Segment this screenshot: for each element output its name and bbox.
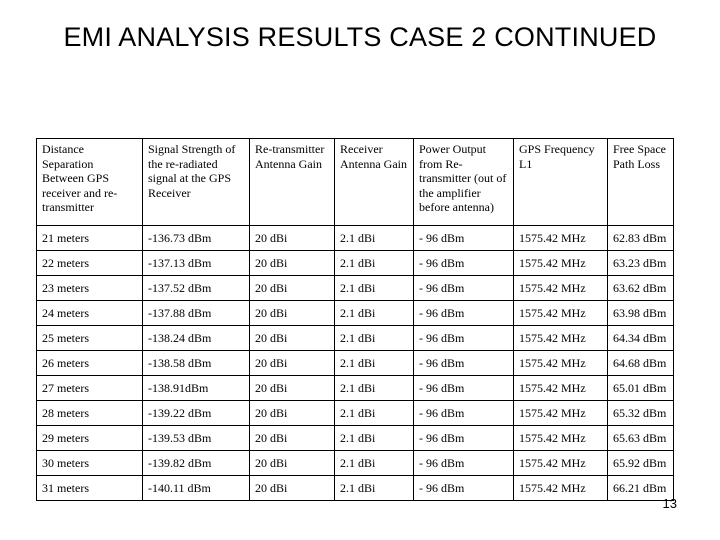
cell-power-output: - 96 dBm (414, 426, 514, 451)
table-row (37, 426, 674, 451)
cell-distance: 26 meters (37, 351, 143, 376)
cell-retransmitter-gain: 20 dBi (250, 426, 335, 451)
cell-receiver-gain: 2.1 dBi (335, 351, 414, 376)
cell-power-output: - 96 dBm (414, 276, 514, 301)
cell-gps-frequency: 1575.42 MHz (514, 351, 608, 376)
cell-receiver-gain: 2.1 dBi (335, 451, 414, 476)
header-retransmitter-antenna-gain: Re-transmitter Antenna Gain (250, 139, 335, 226)
cell-distance: 23 meters (37, 276, 143, 301)
cell-receiver-gain: 2.1 dBi (335, 326, 414, 351)
cell-path-loss: 63.62 dBm (608, 276, 674, 301)
cell-retransmitter-gain: 20 dBi (250, 251, 335, 276)
cell-power-output: - 96 dBm (414, 376, 514, 401)
header-signal-strength: Signal Strength of the re-radiated signal at the GPS Receiver (143, 139, 250, 226)
cell-signal-strength: -138.91dBm (143, 376, 250, 401)
header-distance-separation: Distance Separation Between GPS receiver and re-transmitter (37, 139, 143, 226)
cell-signal-strength: -137.52 dBm (143, 276, 250, 301)
cell-retransmitter-gain: 20 dBi (250, 376, 335, 401)
cell-retransmitter-gain: 20 dBi (250, 351, 335, 376)
cell-signal-strength: -138.24 dBm (143, 326, 250, 351)
table-row (37, 451, 674, 476)
cell-power-output: - 96 dBm (414, 401, 514, 426)
cell-signal-strength: -139.53 dBm (143, 426, 250, 451)
cell-gps-frequency: 1575.42 MHz (514, 251, 608, 276)
header-receiver-antenna-gain: Receiver Antenna Gain (335, 139, 414, 226)
table-row (37, 351, 674, 376)
cell-retransmitter-gain: 20 dBi (250, 476, 335, 501)
cell-gps-frequency: 1575.42 MHz (514, 301, 608, 326)
cell-gps-frequency: 1575.42 MHz (514, 426, 608, 451)
table-row (37, 276, 674, 301)
cell-receiver-gain: 2.1 dBi (335, 276, 414, 301)
cell-gps-frequency: 1575.42 MHz (514, 276, 608, 301)
cell-path-loss: 62.83 dBm (608, 226, 674, 251)
cell-retransmitter-gain: 20 dBi (250, 401, 335, 426)
cell-distance: 30 meters (37, 451, 143, 476)
cell-retransmitter-gain: 20 dBi (250, 301, 335, 326)
table-row (37, 301, 674, 326)
cell-signal-strength: -139.22 dBm (143, 401, 250, 426)
cell-receiver-gain: 2.1 dBi (335, 376, 414, 401)
table-header-row (37, 139, 674, 226)
cell-distance: 22 meters (37, 251, 143, 276)
cell-power-output: - 96 dBm (414, 251, 514, 276)
slide-title: EMI ANALYSIS RESULTS CASE 2 CONTINUED (63, 22, 657, 52)
emi-results-table (36, 138, 674, 501)
cell-receiver-gain: 2.1 dBi (335, 426, 414, 451)
cell-receiver-gain: 2.1 dBi (335, 301, 414, 326)
cell-path-loss: 63.23 dBm (608, 251, 674, 276)
cell-distance: 24 meters (37, 301, 143, 326)
cell-path-loss: 65.92 dBm (608, 451, 674, 476)
cell-signal-strength: -137.13 dBm (143, 251, 250, 276)
cell-power-output: - 96 dBm (414, 326, 514, 351)
header-power-output: Power Output from Re-transmitter (out of the amplifier before antenna) (414, 139, 514, 226)
cell-signal-strength: -137.88 dBm (143, 301, 250, 326)
cell-power-output: - 96 dBm (414, 476, 514, 501)
table-row (37, 376, 674, 401)
cell-signal-strength: -138.58 dBm (143, 351, 250, 376)
cell-signal-strength: -139.82 dBm (143, 451, 250, 476)
cell-receiver-gain: 2.1 dBi (335, 476, 414, 501)
cell-path-loss: 65.32 dBm (608, 401, 674, 426)
cell-distance: 28 meters (37, 401, 143, 426)
cell-power-output: - 96 dBm (414, 226, 514, 251)
cell-power-output: - 96 dBm (414, 451, 514, 476)
cell-distance: 21 meters (37, 226, 143, 251)
cell-retransmitter-gain: 20 dBi (250, 451, 335, 476)
header-free-space-path-loss: Free Space Path Loss (608, 139, 674, 226)
cell-gps-frequency: 1575.42 MHz (514, 451, 608, 476)
cell-power-output: - 96 dBm (414, 351, 514, 376)
cell-distance: 31 meters (37, 476, 143, 501)
cell-gps-frequency: 1575.42 MHz (514, 476, 608, 501)
table-row (37, 326, 674, 351)
cell-gps-frequency: 1575.42 MHz (514, 376, 608, 401)
cell-power-output: - 96 dBm (414, 301, 514, 326)
page-number: 13 (662, 496, 677, 511)
cell-gps-frequency: 1575.42 MHz (514, 401, 608, 426)
table-row (37, 476, 674, 501)
cell-path-loss: 63.98 dBm (608, 301, 674, 326)
cell-receiver-gain: 2.1 dBi (335, 226, 414, 251)
cell-retransmitter-gain: 20 dBi (250, 226, 335, 251)
cell-gps-frequency: 1575.42 MHz (514, 226, 608, 251)
table-row (37, 401, 674, 426)
cell-path-loss: 64.34 dBm (608, 326, 674, 351)
cell-signal-strength: -140.11 dBm (143, 476, 250, 501)
cell-signal-strength: -136.73 dBm (143, 226, 250, 251)
table-row (37, 251, 674, 276)
cell-distance: 29 meters (37, 426, 143, 451)
table-row (37, 226, 674, 251)
cell-receiver-gain: 2.1 dBi (335, 251, 414, 276)
cell-path-loss: 65.01 dBm (608, 376, 674, 401)
cell-retransmitter-gain: 20 dBi (250, 276, 335, 301)
cell-distance: 25 meters (37, 326, 143, 351)
header-gps-frequency: GPS Frequency L1 (514, 139, 608, 226)
cell-path-loss: 66.21 dBm (608, 476, 674, 501)
cell-gps-frequency: 1575.42 MHz (514, 326, 608, 351)
cell-distance: 27 meters (37, 376, 143, 401)
cell-path-loss: 65.63 dBm (608, 426, 674, 451)
cell-retransmitter-gain: 20 dBi (250, 326, 335, 351)
cell-path-loss: 64.68 dBm (608, 351, 674, 376)
cell-receiver-gain: 2.1 dBi (335, 401, 414, 426)
